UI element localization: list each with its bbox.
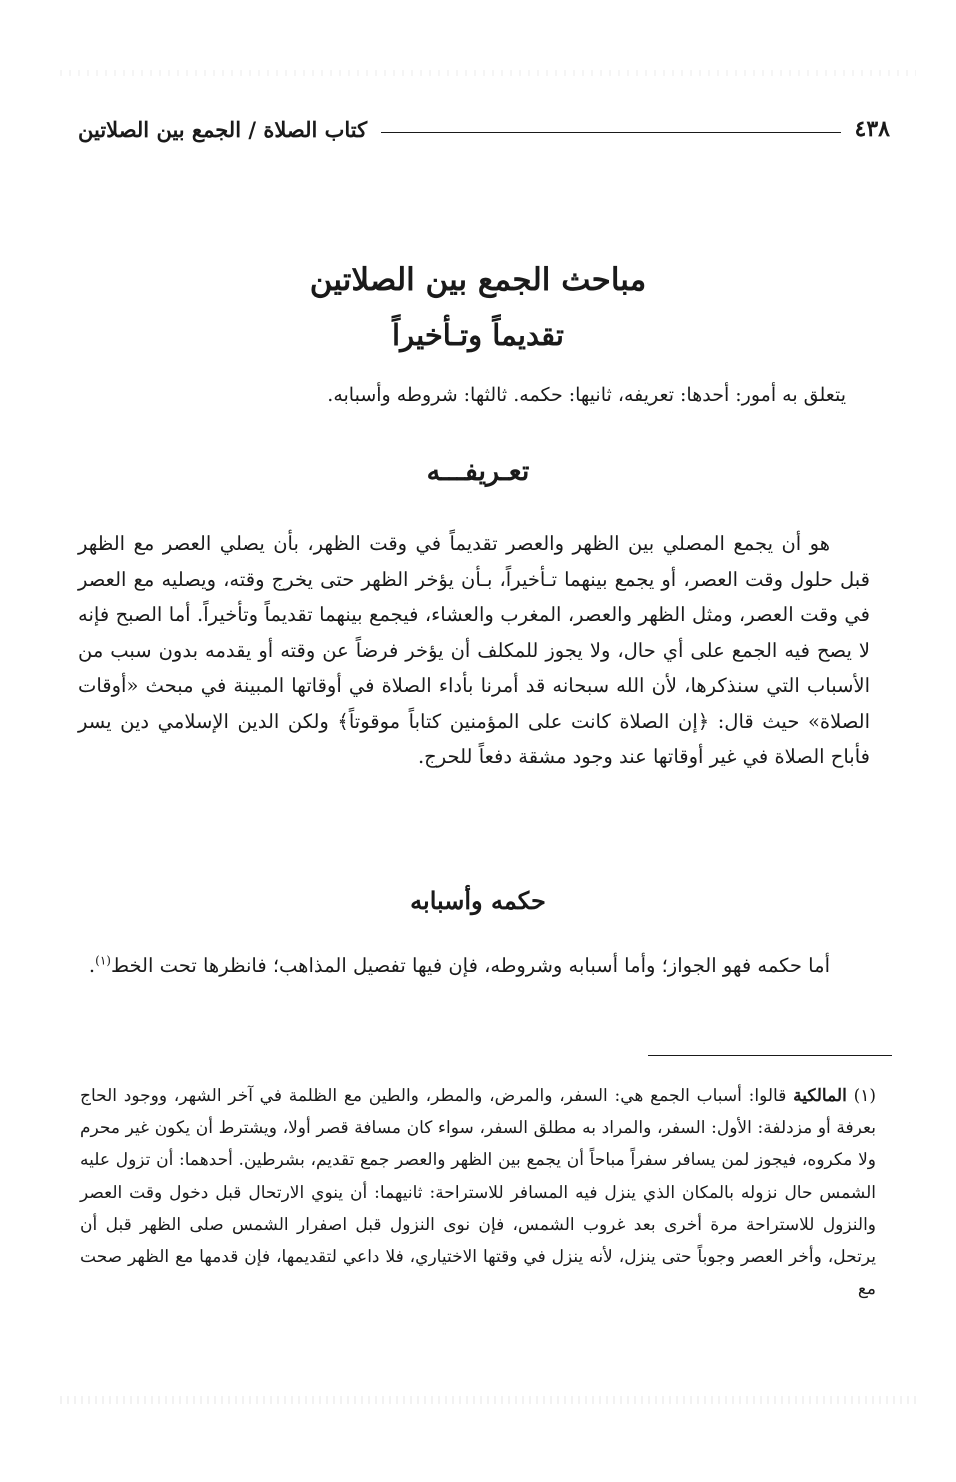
ruling-end: . [88, 954, 96, 977]
footnote-text: قالوا: أسباب الجمع هي: السفر، والمرض، والمطر، والطين مع الظلمة في آخر الشهر، ووجود الحاج بعرفة أو مزدلفة: الأول: السفر، والمراد به مطلق السفر، سواء كان مسافة قصر أولا، ويشترط أن يكون غير محرم ولا مكروه، فيجوز لمن يسافر سفراً مباحاً أن يجمع بين الظهر والعصر جمع تقديم، بشرطين. أحدهما: أن تزول عليه الشمس حال نزوله بالمكان الذي ينزل فيه المسافر للاستراحة: ثانيهما: أن ينوي الارتحال قبل دخول وقت العصر والنزول للاستراحة مرة أخرى بعد غروب الشمس، فإن نوى النزول قبل اصفرار الشمس صلى الظهر قبل أن يرتحل، وأخر العصر وجوباً حتى ينزل، لأنه ينزل في وقتها الاختياري، فلا داعي لتقديمها، فإن قدمها مع الظهر صحت مع [80, 1086, 876, 1300]
running-header [78, 112, 890, 146]
definition-heading: تعـريفـــه [426, 456, 530, 487]
ruling-heading: حكمه وأسبابه [410, 886, 546, 915]
header-rule [381, 132, 840, 133]
page-number: ٤٣٨ [854, 116, 890, 142]
ruling-text: أما حكمه فهو الجواز؛ وأما أسبابه وشروطه، فإن فيها تفصيل المذاهب؛ فانظرها تحت الخط [110, 954, 830, 977]
footnote [80, 1080, 876, 1305]
footnote-school: المالكية [793, 1086, 847, 1106]
chapter-title: مباحث الجمع بين الصلاتين [309, 262, 647, 298]
intro-line: يتعلق به أمور: أحدها: تعريفه، ثانيها: حكمه. ثالثها: شروطه وأسبابه. [327, 384, 846, 406]
footnote-reference[interactable]: (١) [95, 953, 111, 968]
footnote-number: (١) [853, 1086, 877, 1106]
chapter-subtitle: تقديماً وتـأخيراً [392, 318, 564, 352]
definition-paragraph: هو أن يجمع المصلي بين الظهر والعصر تقديماً في وقت الظهر، بأن يصلي العصر مع الظهر قبل حلول وقت العصر، أو يجمع بينهما تـأخيراً، بـأن يؤخر الظهر حتى يخرج وقته، ويصليه مع العصر في وقت العصر، ومثل الظهر والعصر، المغرب والعشاء، فيجمع بينهما تقديماً وتأخيراً. أما الصبح فإنه لا يصح فيه الجمع على أي حال، ولا يجوز للمكلف أن يؤخر فرضاً عن وقته أو يقدمه بدون سبب من الأسباب التي سنذكرها، لأن الله سبحانه قد أمرنا بأداء الصلاة في أوقاتها المبينة في مبحث «أوقات الصلاة» حيث قال: ﴿إن الصلاة كانت على المؤمنين كتاباً موقوتاً﴾ ولكن الدين الإسلامي دين يسر فأباح الصلاة في غير أوقاتها عند وجود مشقة دفعاً للحرج. [78, 532, 870, 768]
running-title: كتاب الصلاة / الجمع بين الصلاتين [78, 116, 368, 142]
footnote-separator [648, 1055, 892, 1056]
scan-noise-bottom [60, 1396, 916, 1404]
scan-noise-top [60, 70, 916, 76]
ruling-paragraph [78, 948, 870, 984]
